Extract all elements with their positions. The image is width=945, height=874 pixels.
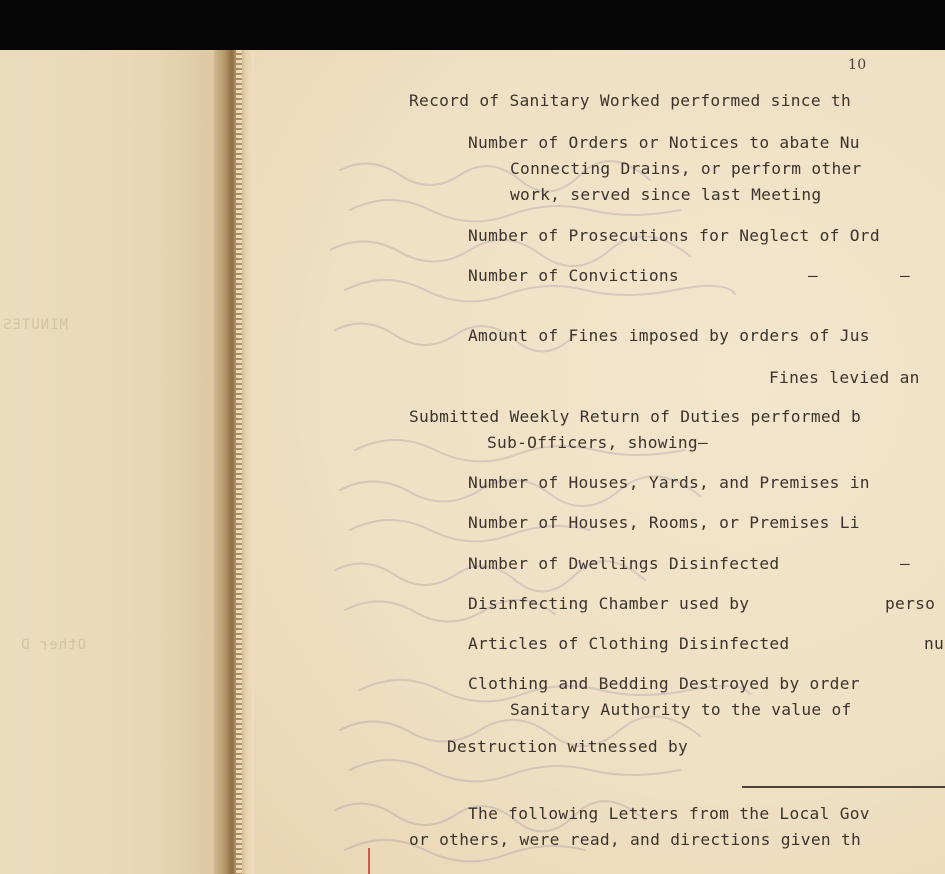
orders-line-1: Number of Orders or Notices to abate Nu <box>468 133 860 152</box>
destruction-line: Destruction witnessed by <box>447 737 689 756</box>
fines-levied-line: Fines levied an <box>769 368 920 387</box>
signature-rule <box>742 786 945 788</box>
letters-line-1: The following Letters from the Local Gov <box>468 804 870 823</box>
left-page-bleed-through-bottom: Other D <box>20 637 87 653</box>
chamber-line: Disinfecting Chamber used by <box>468 594 750 613</box>
clothing-line-2: Sanitary Authority to the value of <box>510 700 852 719</box>
letters-line-2: or others, were read, and directions given th <box>409 830 862 849</box>
convictions-dash-2: – <box>900 266 911 285</box>
weekly-return-line-2: Sub-Officers, showing— <box>487 433 709 452</box>
prosecutions-line: Number of Prosecutions for Neglect of Ord <box>468 226 880 245</box>
dwellings-line: Number of Dwellings Disinfected <box>468 554 780 573</box>
dwellings-dash: – <box>900 554 911 573</box>
convictions-line: Number of Convictions <box>468 266 679 285</box>
articles-line: Articles of Clothing Disinfected <box>468 634 790 653</box>
page-number: 10 <box>848 57 867 73</box>
clothing-line-1: Clothing and Bedding Destroyed by order <box>468 674 860 693</box>
orders-line-2: Connecting Drains, or perform other <box>510 159 862 178</box>
record-heading: Record of Sanitary Worked performed since th <box>409 91 852 110</box>
chamber-persons: perso <box>885 594 936 613</box>
left-page <box>0 50 222 874</box>
fines-imposed-line: Amount of Fines imposed by orders of Jus <box>468 326 870 345</box>
convictions-dash-1: – <box>808 266 819 285</box>
weekly-return-line-1: Submitted Weekly Return of Duties performed b <box>409 407 862 426</box>
top-black-border <box>0 0 945 50</box>
houses-yards-line: Number of Houses, Yards, and Premises in <box>468 473 870 492</box>
page-stack-edge <box>236 50 242 874</box>
houses-rooms-line: Number of Houses, Rooms, or Premises Li <box>468 513 860 532</box>
red-margin-line <box>368 848 370 874</box>
orders-line-3: work, served since last Meeting <box>510 185 822 204</box>
book-gutter <box>214 50 254 874</box>
articles-number: nu <box>924 634 945 653</box>
left-page-bleed-through-top: MINUTES <box>2 317 69 333</box>
